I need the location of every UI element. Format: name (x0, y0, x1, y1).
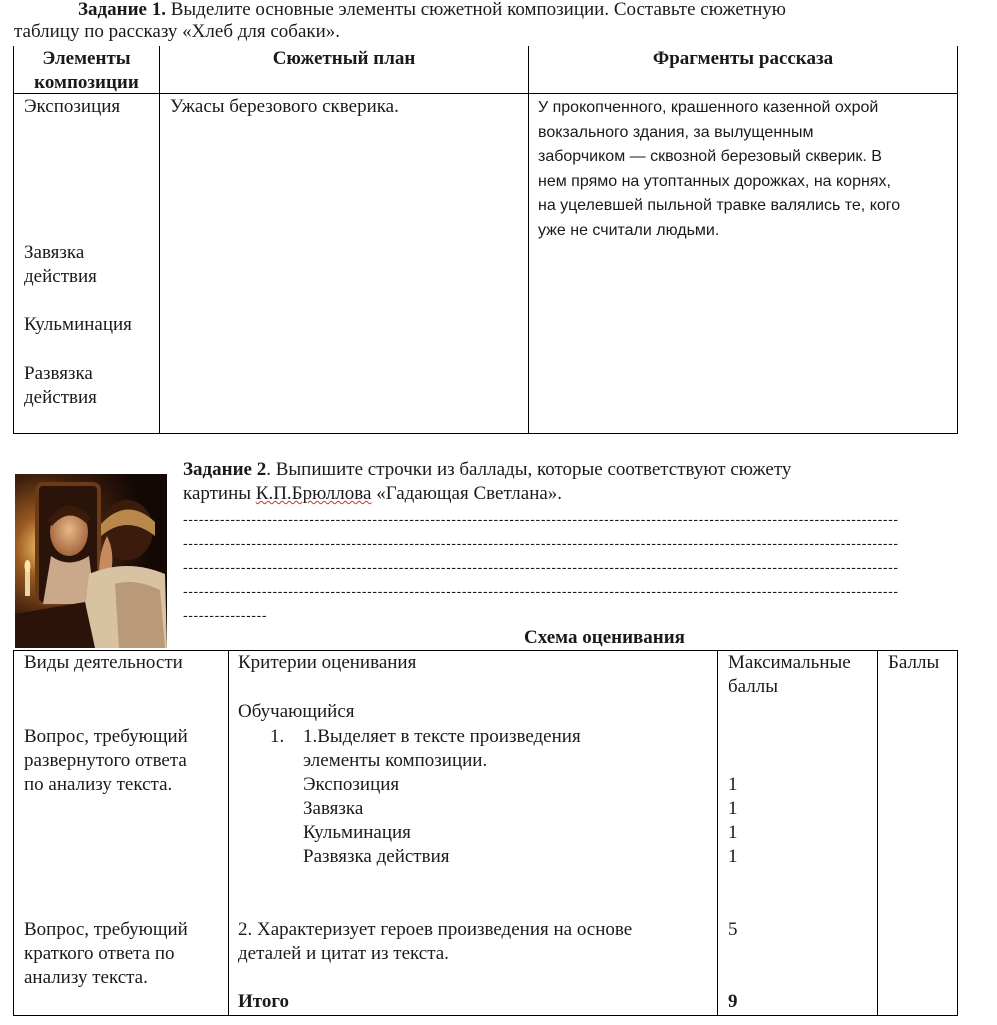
task2-artist-name: К.П.Брюллова (255, 483, 372, 504)
criterion-item-resolution: Развязка действия (303, 846, 450, 867)
header-activity: Виды деятельности (24, 652, 183, 673)
activity-short-answer (24, 918, 188, 990)
activity-extended-answer (24, 725, 188, 797)
criterion-line: 1.Выделяет в тексте произведения (303, 726, 581, 747)
element-line: действия (24, 266, 97, 287)
header-max-points (728, 651, 851, 699)
plan-exposition: Ужасы березового скверика. (170, 96, 399, 117)
activity-line: анализу текста. (24, 967, 148, 988)
element-resolution (24, 362, 97, 410)
header-plot-plan: Сюжетный план (272, 48, 416, 69)
task1-label: Задание 1. (78, 0, 166, 20)
header-composition-elements (14, 47, 159, 95)
scoring-title: Схема оценивания (524, 627, 685, 648)
learner-label: Обучающийся (238, 701, 355, 722)
criterion-characterize-heroes (238, 918, 632, 966)
header-line: композиции (34, 72, 139, 93)
painting-image (15, 474, 167, 648)
fragment-line: на уцелевшей пыльной травке валялись те, кого (538, 197, 901, 214)
criterion-identify-elements (303, 725, 581, 869)
activity-line: Вопрос, требующий (24, 726, 188, 747)
total-label: Итого (238, 991, 290, 1012)
fragment-line: У прокопченного, крашенного казенной охрой (538, 99, 879, 116)
max-points-value: 1 (728, 846, 738, 867)
fragment-line: уже не считали людьми. (538, 221, 720, 239)
criterion-item-exposition: Экспозиция (303, 774, 400, 795)
task2-line2-prefix: картины (183, 483, 256, 504)
header-criteria: Критерии оценивания (238, 652, 417, 673)
task1-heading-line2: таблицу по рассказу «Хлеб для собаки». (14, 21, 341, 42)
element-setup (24, 241, 97, 289)
task2-heading (183, 458, 791, 482)
header-points: Баллы (888, 652, 940, 673)
element-line: Развязка (24, 363, 93, 384)
fragment-exposition (538, 96, 900, 243)
criterion-line: элементы композиции. (303, 750, 488, 771)
max-points-value: 1 (728, 774, 738, 795)
task2-instruction: . Выпишите строчки из баллады, которые соответствуют сюжету (266, 459, 792, 480)
criterion-list-number: 1. (270, 726, 285, 747)
answer-line: ---------------------------------------------------------------------------------------------------------------------------------------- (183, 535, 899, 551)
header-line: Элементы (42, 48, 131, 69)
activity-line: краткого ответа по (24, 943, 175, 964)
max-points-items (728, 773, 738, 869)
criterion-item-setup: Завязка (303, 798, 364, 819)
task2-label: Задание 2 (183, 459, 267, 480)
max-points-row2: 5 (728, 919, 738, 940)
task1-instruction: Выделите основные элементы сюжетной композиции. Составьте сюжетную (165, 0, 786, 20)
fragment-line: заборчиком — сквозной березовый скверик. В (538, 148, 882, 165)
header-story-fragments: Фрагменты рассказа (652, 48, 834, 69)
element-line: Завязка (24, 242, 85, 263)
task2-line2-suffix: «Гадающая Светлана». (371, 483, 563, 504)
answer-line: ---------------------------------------------------------------------------------------------------------------------------------------- (183, 559, 899, 575)
fragment-line: нем прямо на утоптанных дорожках, на корнях, (538, 172, 891, 190)
total-max-points: 9 (728, 991, 738, 1012)
answer-line: ---------------------------------------------------------------------------------------------------------------------------------------- (183, 511, 899, 527)
max-points-value: 1 (728, 822, 738, 843)
header-line: баллы (728, 676, 778, 697)
activity-line: по анализу текста. (24, 774, 173, 795)
element-climax: Кульминация (24, 314, 132, 335)
element-line: действия (24, 387, 97, 408)
criterion-item-climax: Кульминация (303, 822, 411, 843)
answer-line: ---------------- (183, 607, 268, 623)
task1-heading (78, 0, 786, 21)
task2-heading-line2 (183, 482, 562, 506)
header-line: Максимальные (728, 652, 851, 673)
max-points-value: 1 (728, 798, 738, 819)
criterion-line: деталей и цитат из текста. (238, 943, 449, 964)
activity-line: развернутого ответа (24, 750, 187, 771)
fragment-line: вокзального здания, за вылущенным (538, 123, 814, 141)
element-exposition: Экспозиция (24, 96, 121, 117)
answer-line: ---------------------------------------------------------------------------------------------------------------------------------------- (183, 583, 899, 599)
criterion-line: 2. Характеризует героев произведения на основе (238, 919, 633, 940)
activity-line: Вопрос, требующий (24, 919, 188, 940)
